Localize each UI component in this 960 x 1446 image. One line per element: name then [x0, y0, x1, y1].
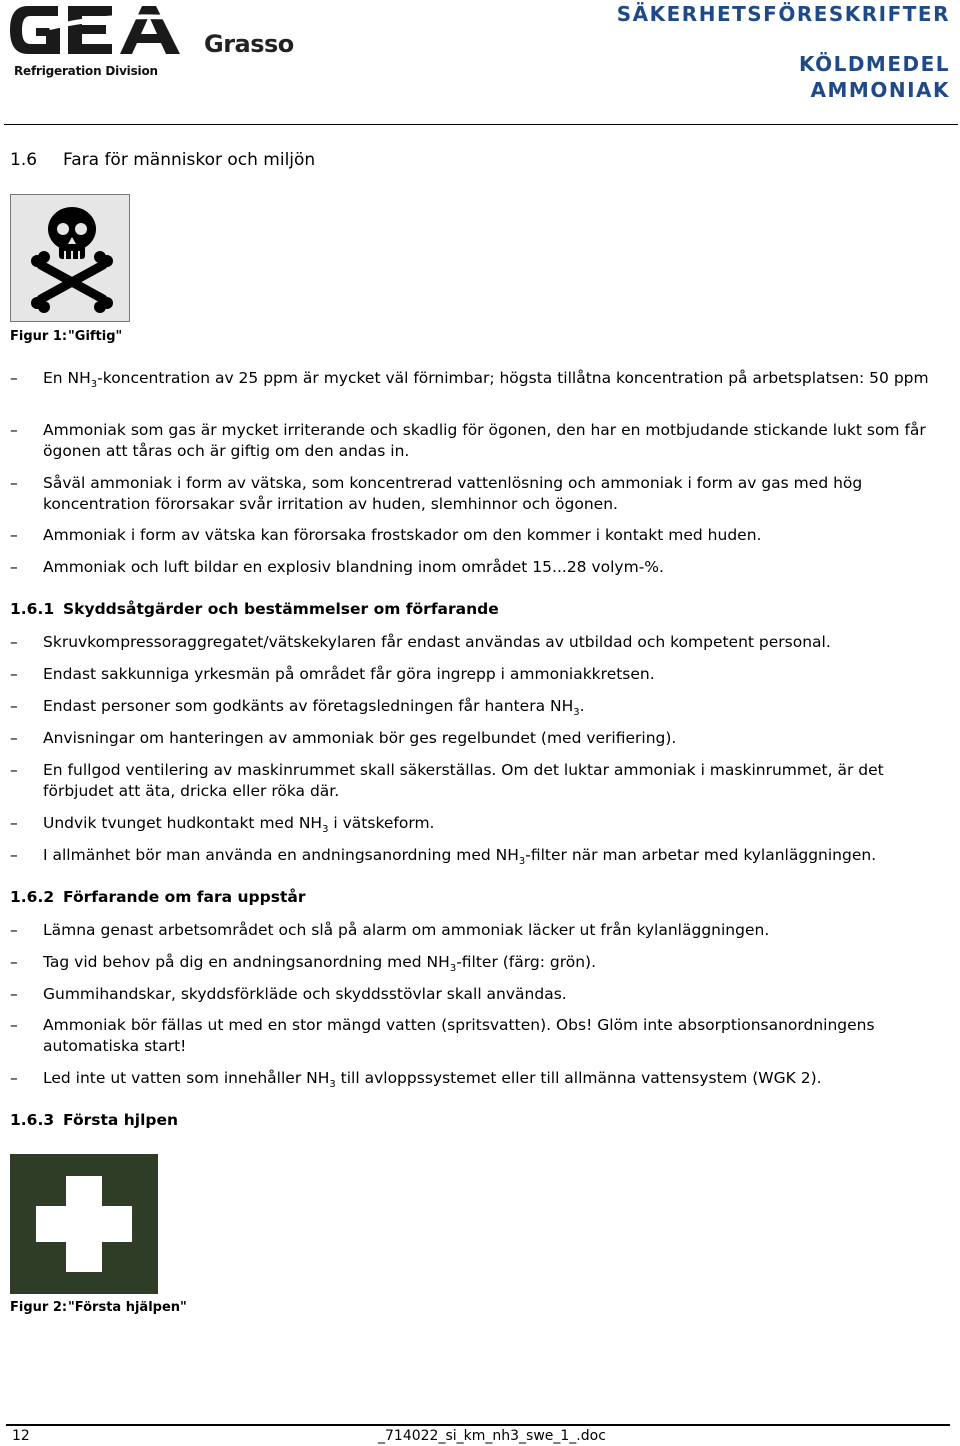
list-item: – Tag vid behov på dig en andningsanordning med $NH_3$-filter (färg: grön). [10, 953, 597, 975]
list-item: – Endast sakkunniga yrkesmän på området får göra ingrepp i ammoniakkretsen. [10, 665, 655, 683]
figure-2-label: Figur 2: [10, 1300, 68, 1315]
list-item: – Endast personer som godkänts av företagsledningen får hantera $NH_3$. [10, 697, 585, 719]
skull-crossbones-icon [10, 194, 130, 322]
list-item: – Lämna genast arbetsområdet och slå på alarm om ammoniak läcker ut från kylanläggningen. [10, 921, 770, 939]
list-item: – Ammoniak och luft bildar en explosiv blandning inom området 15...28 volym-%. [10, 558, 664, 576]
gea-logo [8, 0, 186, 66]
list-item: – I allmänhet bör man använda en andningsanordning med $NH_3$-filter när man arbetar med kylanläggningen. [10, 846, 877, 868]
grasso-brand: Grasso [204, 30, 294, 58]
list-item: – En $NH_3$-koncentration av 25 ppm är mycket väl förnimbar; högsta tillåtna koncentration på arbetsplatsen: 50 ppm [10, 369, 929, 391]
figure-2-caption [10, 1300, 187, 1315]
document-subtitle-2: AMMONIAK [810, 78, 950, 102]
footer-divider [6, 1424, 950, 1426]
subsection-heading-3: 1.6.3 Första hjlpen [10, 1111, 179, 1129]
figure-1-label: Figur 1: [10, 329, 68, 344]
list-item: – Undvik tvunget hudkontakt med $NH_3$ i vätskeform. [10, 814, 435, 836]
list-item: – Gummihandskar, skyddsförkläde och skyddsstövlar skall användas. [10, 985, 567, 1003]
first-aid-cross-icon [10, 1154, 158, 1294]
header-divider [4, 124, 958, 125]
figure-1-caption [10, 329, 122, 344]
section-number: 1.6 [10, 150, 38, 170]
page-number: 12 [12, 1428, 30, 1444]
list-item: – Led inte ut vatten som innehåller $NH_3$ till avloppssystemet eller till allmänna vattensystem (WGK 2). [10, 1069, 822, 1091]
figure-2-text: "Första hjälpen" [68, 1300, 187, 1315]
logo-subtitle: Refrigeration Division [14, 64, 158, 78]
footer-filename: _714022_si_km_nh3_swe_1_.doc [378, 1428, 606, 1444]
figure-1-text: "Giftig" [68, 329, 123, 344]
list-item: – Såväl ammoniak i form av vätska, som koncentrerad vattenlösning och ammoniak i form av gas med hög koncentration förorsakar svår irritation av huden, slemhinnor och ögonen. [10, 474, 863, 513]
list-item: – Ammoniak bör fällas ut med en stor mängd vatten (spritsvatten). Obs! Glöm inte absorptionsanordningens automatiska start! [10, 1016, 875, 1055]
list-item: – Ammoniak som gas är mycket irriterande och skadlig för ögonen, den har en motbjudande stickande lukt som får ögonen att tåras och är giftig om den andas in. [10, 421, 926, 460]
list-item: – Ammoniak i form av vätska kan förorsaka frostskador om den kommer i kontakt med huden. [10, 526, 762, 544]
document-subtitle-1: KÖLDMEDEL [798, 52, 950, 76]
document-title: SÄKERHETSFÖRESKRIFTER [616, 2, 950, 26]
section-heading [10, 150, 315, 170]
list-item: – Skruvkompressoraggregatet/vätskekylaren får endast användas av utbildad och kompetent personal. [10, 633, 831, 651]
subsection-heading-1: 1.6.1 Skyddsåtgärder och bestämmelser om förfarande [10, 600, 499, 618]
list-item: – Anvisningar om hanteringen av ammoniak bör ges regelbundet (med verifiering). [10, 729, 677, 747]
subsection-heading-2: 1.6.2 Förfarande om fara uppstår [10, 888, 306, 906]
list-item: – En fullgod ventilering av maskinrummet skall säkerställas. Om det luktar ammoniak i maskinrummet, är det förbjudet att äta, dricka eller röka där. [10, 761, 884, 800]
section-title: Fara för människor och miljön [63, 150, 316, 170]
